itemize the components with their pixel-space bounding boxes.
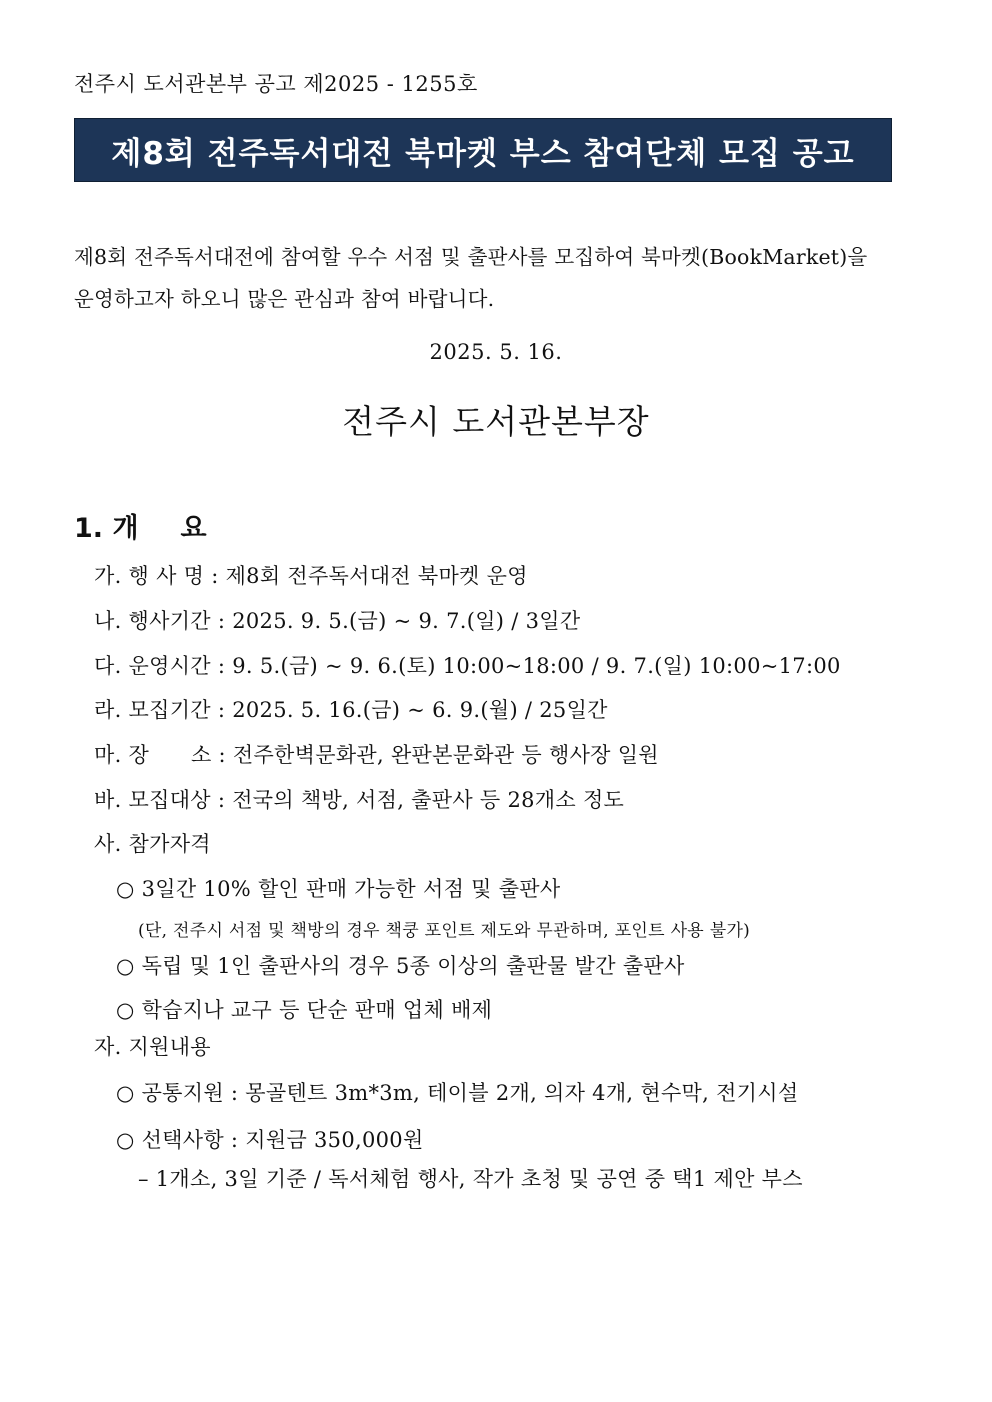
qualification-1: ○ 3일간 10% 할인 판매 가능한 서점 및 출판사 <box>116 877 561 901</box>
title-banner <box>74 118 892 182</box>
item-operating-hours: 다. 운영시간 : 9. 5.(금) ~ 9. 6.(토) 10:00~18:00 / 9. 7.(일) 10:00~17:00 <box>94 654 841 678</box>
page-title: 제8회 전주독서대전 북마켓 부스 참여단체 모집 공고 <box>111 135 855 172</box>
intro-line-2: 운영하고자 하오니 많은 관심과 참여 바랍니다. <box>74 287 495 311</box>
intro-line-1: 제8회 전주독서대전에 참여할 우수 서점 및 출판사를 모집하여 북마켓(BookMarket)을 <box>74 245 868 269</box>
item-event-period: 나. 행사기간 : 2025. 9. 5.(금) ~ 9. 7.(일) / 3일간 <box>94 609 581 633</box>
support-common: ○ 공통지원 : 몽골텐트 3m*3m, 테이블 2개, 의자 4개, 현수막, 전기시설 <box>116 1081 799 1105</box>
item-target: 바. 모집대상 : 전국의 책방, 서점, 출판사 등 28개소 정도 <box>94 788 625 812</box>
item-venue: 마. 장 소 : 전주한벽문화관, 완판본문화관 등 행사장 일원 <box>94 743 659 767</box>
section-title-part2: 요 <box>180 513 207 544</box>
item-event-name: 가. 행 사 명 : 제8회 전주독서대전 북마켓 운영 <box>94 564 528 588</box>
support-heading: 자. 지원내용 <box>94 1035 211 1059</box>
item-qualification-heading: 사. 참가자격 <box>94 832 211 856</box>
signatory: 전주시 도서관본부장 <box>342 402 650 441</box>
notice-date: 2025. 5. 16. <box>429 340 563 364</box>
section-heading <box>74 506 207 545</box>
support-optional-detail: – 1개소, 3일 기준 / 독서체험 행사, 작가 초청 및 공연 중 택1 제안 부스 <box>138 1167 803 1191</box>
qualification-3: ○ 학습지나 교구 등 단순 판매 업체 배제 <box>116 998 493 1022</box>
section-number: 1. <box>74 513 104 544</box>
qualification-2: ○ 독립 및 1인 출판사의 경우 5종 이상의 출판물 발간 출판사 <box>116 954 685 978</box>
qualification-note: (단, 전주시 서점 및 책방의 경우 책쿵 포인트 제도와 무관하며, 포인트 사용 불가) <box>138 921 751 941</box>
support-optional: ○ 선택사항 : 지원금 350,000원 <box>116 1128 424 1152</box>
section-title-part1: 개 <box>112 513 139 544</box>
item-recruitment-period: 라. 모집기간 : 2025. 5. 16.(금) ~ 6. 9.(월) / 25일간 <box>94 698 608 722</box>
notice-number: 전주시 도서관본부 공고 제2025 - 1255호 <box>74 72 478 96</box>
